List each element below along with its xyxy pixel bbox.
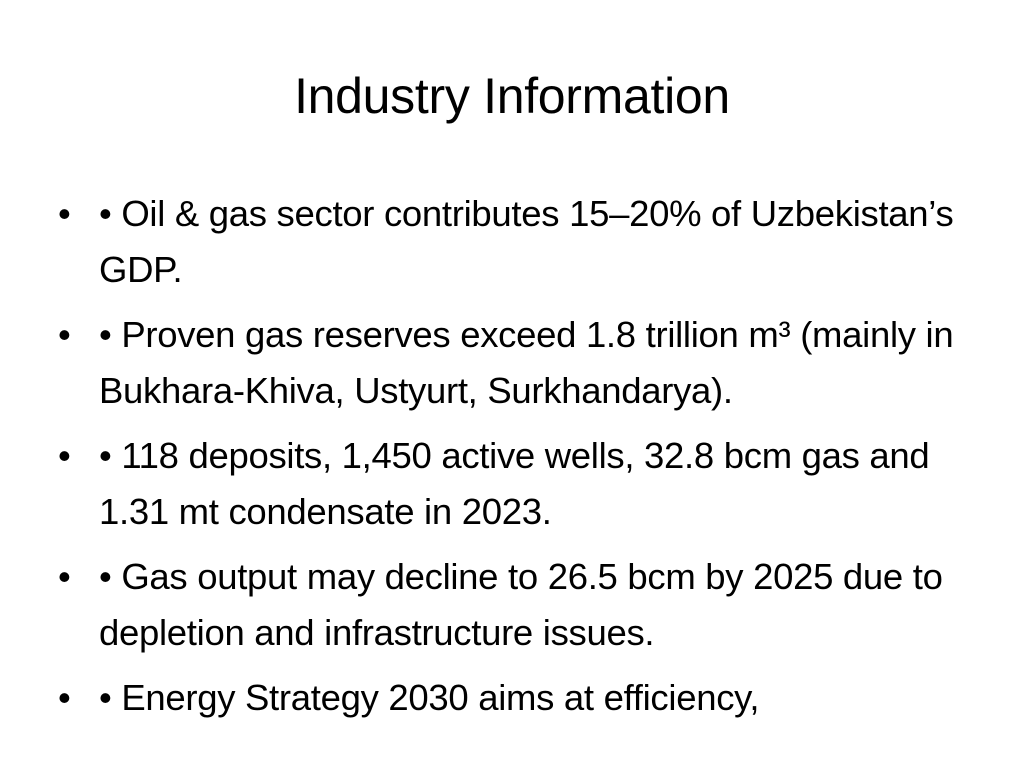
bullet-text: • Energy Strategy 2030 aims at efficiency, — [99, 677, 760, 718]
bullet-list — [58, 186, 978, 735]
bullet-marker: • — [58, 314, 71, 355]
bullet-item-production-2023 — [58, 428, 978, 540]
bullet-marker: • — [58, 556, 71, 597]
bullet-text: • Proven gas reserves exceed 1.8 trillion m³ (mainly in Bukhara-Khiva, Ustyurt, Surkhandarya). — [99, 314, 954, 411]
bullet-item-gas-reserves — [58, 307, 978, 419]
bullet-item-gdp-share — [58, 186, 978, 298]
bullet-item-energy-strategy — [58, 670, 978, 726]
bullet-text: • Gas output may decline to 26.5 bcm by 2025 due to depletion and infrastructure issues. — [99, 556, 943, 653]
bullet-text: • Oil & gas sector contributes 15–20% of Uzbekistan’s GDP. — [99, 193, 954, 290]
bullet-marker: • — [58, 193, 71, 234]
bullet-item-output-decline — [58, 549, 978, 661]
slide-title: Industry Information — [294, 68, 730, 124]
bullet-marker: • — [58, 677, 71, 718]
bullet-text: • 118 deposits, 1,450 active wells, 32.8 bcm gas and 1.31 mt condensate in 2023. — [99, 435, 930, 532]
bullet-marker: • — [58, 435, 71, 476]
